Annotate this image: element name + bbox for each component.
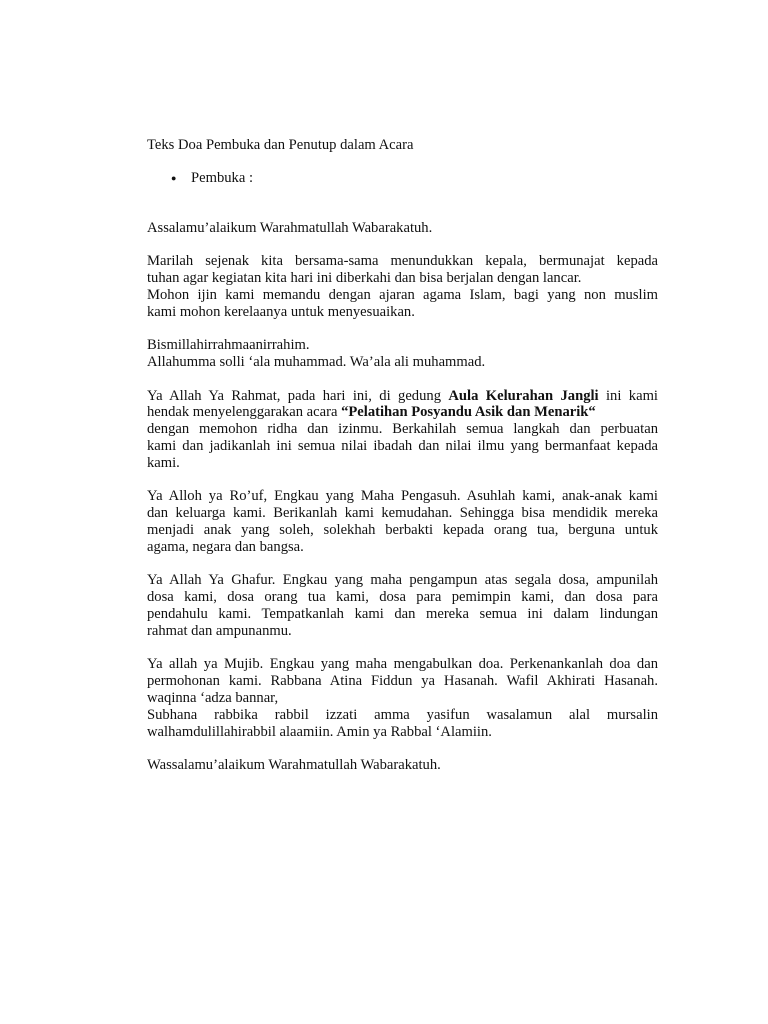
paragraph-line: Allahumma solli ‘ala muhammad. Wa’ala ali muhammad. xyxy=(147,353,486,370)
paragraph-line: permohonan kami. Rabbana Atina Fiddun ya Hasanah. Wafil Akhirati Hasanah. xyxy=(147,673,658,690)
event-name: “Pelatihan Posyandu Asik dan Menarik“ xyxy=(341,404,596,421)
paragraph-ya-alloh-ya-rouf xyxy=(147,488,658,555)
paragraph-line: Bismillahirrahmaanirrahim. xyxy=(147,337,310,354)
paragraph-line: dosa kami, dosa orang tua kami, dosa para pemimpin kami, dan dosa para xyxy=(147,589,658,606)
paragraph-bismillah xyxy=(147,337,658,371)
paragraph-line: Marilah sejenak kita bersama-sama menundukkan kepala, bermunajat kepada xyxy=(147,253,658,270)
paragraph-ya-allah-ya-rahmat xyxy=(147,388,658,472)
paragraph-line: agama, negara dan bangsa. xyxy=(147,538,304,555)
bullet-label: Pembuka : xyxy=(191,169,254,186)
text-segment: hendak menyelenggarakan acara xyxy=(147,404,342,421)
text-segment: ini kami xyxy=(598,387,658,404)
paragraph-line: Ya allah ya Mujib. Engkau yang maha mengabulkan doa. Perkenankanlah doa dan xyxy=(147,656,658,673)
paragraph-line: walhamdulillahirabbil alaamiin. Amin ya Rabbal ‘Alamiin. xyxy=(147,723,492,740)
document-page xyxy=(147,137,658,774)
paragraph-line: Subhana rabbika rabbil izzati amma yasifun wasalamun alal mursalin xyxy=(147,706,658,723)
paragraph-line: dengan memohon ridha dan izinmu. Berkahilah semua langkah dan perbuatan xyxy=(147,421,658,438)
paragraph-line: tuhan agar kegiatan kita hari ini diberkahi dan bisa berjalan dengan lancar. xyxy=(147,269,582,286)
paragraph-line: pendahulu kami. Tempatkanlah kami dan mereka semua ini dalam lindungan xyxy=(147,605,658,622)
greeting-line: Assalamu’alaikum Warahmatullah Wabarakatuh. xyxy=(147,219,433,236)
paragraph-line: menjadi anak yang soleh, solekhah berbakti kepada orang tua, berguna untuk xyxy=(147,521,658,538)
paragraph-line: kami dan jadikanlah ini semua nilai ibadah dan nilai ilmu yang bermanfaat kepada xyxy=(147,437,658,454)
paragraph-ya-allah-ya-mujib xyxy=(147,656,658,740)
paragraph-line: Ya Allah Ya Ghafur. Engkau yang maha pengampun atas segala dosa, ampunilah xyxy=(147,572,658,589)
paragraph-line: Mohon ijin kami memandu dengan ajaran agama Islam, bagi yang non muslim xyxy=(147,286,658,303)
paragraph-line xyxy=(147,388,658,405)
venue-name: Aula Kelurahan Jangli xyxy=(448,387,599,404)
paragraph-ya-allah-ya-ghafur xyxy=(147,572,658,639)
document-title: Teks Doa Pembuka dan Penutup dalam Acara xyxy=(147,137,414,153)
bullet-icon: ● xyxy=(171,172,177,183)
paragraph-line xyxy=(147,404,658,421)
paragraph-intro xyxy=(147,253,658,320)
closing-line: Wassalamu’alaikum Warahmatullah Wabarakatuh. xyxy=(147,757,441,774)
paragraph-line: Ya Alloh ya Ro’uf, Engkau yang Maha Pengasuh. Asuhlah kami, anak-anak kami xyxy=(147,488,658,505)
paragraph-line: waqinna ‘adza bannar, xyxy=(147,689,279,706)
paragraph-line: kami. xyxy=(147,454,180,471)
paragraph-line: rahmat dan ampunanmu. xyxy=(147,622,292,639)
text-segment: Ya Allah Ya Rahmat, pada hari ini, di gedung xyxy=(147,387,449,404)
bullet-list-item xyxy=(147,170,658,187)
paragraph-line: kami mohon kerelaanya untuk menyesuaikan. xyxy=(147,303,415,320)
paragraph-line: dan keluarga kami. Berikanlah kami kemudahan. Sehingga bisa mendidik mereka xyxy=(147,505,658,522)
